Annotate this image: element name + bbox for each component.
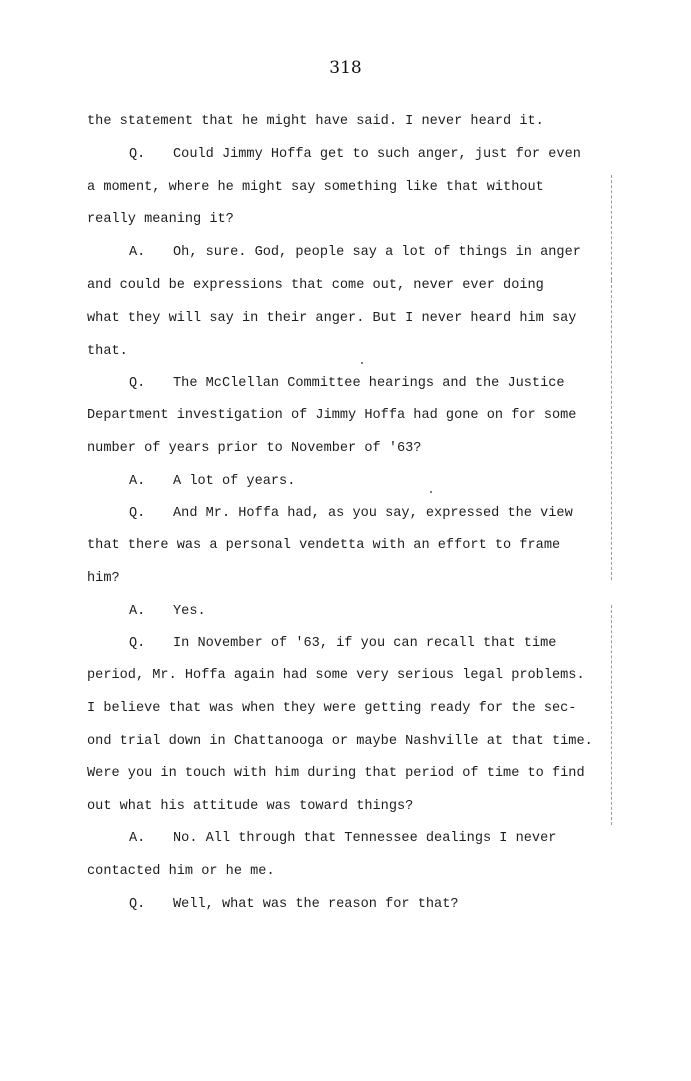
margin-scan-artifact: [611, 175, 612, 280]
transcript-line: Department investigation of Jimmy Hoffa had gone on for some: [87, 408, 577, 423]
answer-line: A. Oh, sure. God, people say a lot of things in anger: [129, 245, 581, 260]
transcript-line: I believe that was when they were getting ready for the sec-: [87, 701, 577, 716]
question-line: Q. The McClellan Committee hearings and the Justice: [129, 376, 565, 391]
transcript-line: that.: [87, 344, 128, 359]
transcript-line: really meaning it?: [87, 212, 234, 227]
transcript-line: Were you in touch with him during that period of time to find: [87, 766, 585, 781]
transcript-line: that there was a personal vendetta with an effort to frame: [87, 538, 561, 553]
margin-scan-artifact: [611, 280, 612, 580]
speaker-a: A.: [129, 474, 146, 489]
transcript-line: period, Mr. Hoffa again had some very serious legal problems.: [87, 668, 585, 683]
question-line: Q. Well, what was the reason for that?: [129, 897, 459, 912]
speaker-q: Q.: [129, 897, 146, 912]
question-line: Q. In November of '63, if you can recall that time: [129, 636, 557, 651]
speaker-q: Q.: [129, 506, 146, 521]
transcript-line: ond trial down in Chattanooga or maybe Nashville at that time.: [87, 734, 593, 749]
answer-line: A. Yes.: [129, 604, 206, 619]
speaker-a: A.: [129, 831, 146, 846]
speaker-q: Q.: [129, 376, 146, 391]
speaker-a: A.: [129, 604, 146, 619]
answer-line: A. A lot of years.: [129, 474, 296, 489]
speaker-q: Q.: [129, 147, 146, 162]
transcript-line: and could be expressions that come out, never ever doing: [87, 278, 544, 293]
transcript-line: contacted him or he me.: [87, 864, 275, 879]
transcript-line: what they will say in their anger. But I never heard him say: [87, 311, 577, 326]
transcript-line: number of years prior to November of '63?: [87, 441, 422, 456]
page-number: 318: [329, 58, 362, 78]
transcript-line: the statement that he might have said. I never heard it.: [87, 114, 544, 129]
transcript-line: out what his attitude was toward things?: [87, 799, 414, 814]
scan-speck: [361, 362, 363, 364]
question-line: Q. Could Jimmy Hoffa get to such anger, just for even: [129, 147, 581, 162]
speaker-q: Q.: [129, 636, 146, 651]
question-line: Q. And Mr. Hoffa had, as you say, expressed the view: [129, 506, 573, 521]
answer-line: A. No. All through that Tennessee dealings I never: [129, 831, 557, 846]
transcript-line: him?: [87, 571, 120, 586]
scan-speck: [430, 491, 432, 493]
speaker-a: A.: [129, 245, 146, 260]
margin-scan-artifact: [611, 605, 612, 825]
transcript-line: a moment, where he might say something like that without: [87, 180, 544, 195]
